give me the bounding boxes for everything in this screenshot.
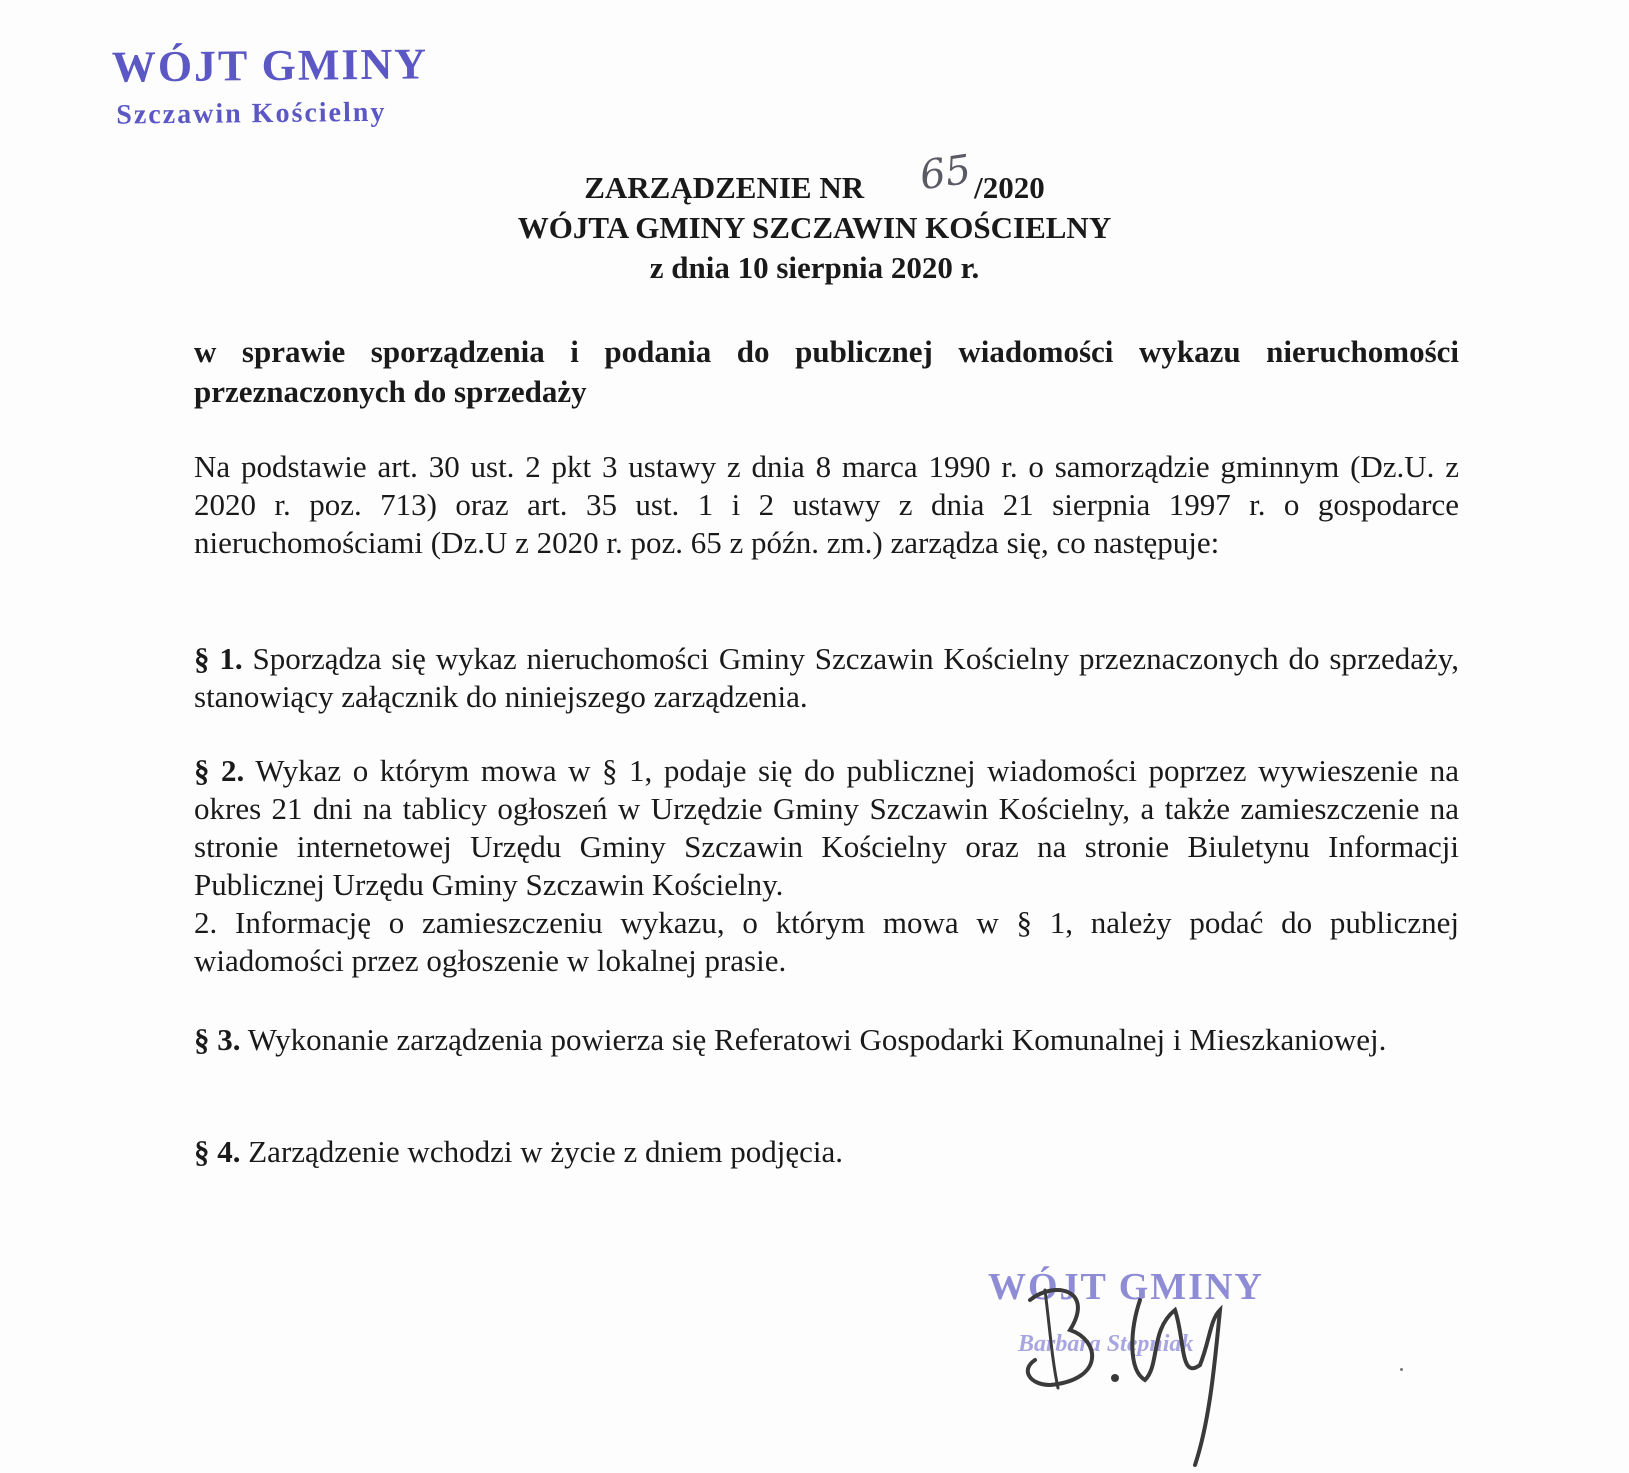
legal-basis-paragraph: Na podstawie art. 30 ust. 2 pkt 3 ustawy z dnia 8 marca 1990 r. o samorządzie gminnym (Dz.U. z 2020 r. poz. 713) oraz art. 35 ust. 1 i 2 ustawy z dnia 21 sierpnia 1997 r. o gospodarce nieruchomościami (Dz.U z 2020 r. poz. 65 z późn. zm.) zarządza się, co następuje: (194, 449, 1459, 560)
paragraph-text: Zarządzenie wchodzi w życie z dniem podjęcia. (248, 1134, 843, 1169)
paragraph-number: § 2. (194, 753, 245, 788)
office-stamp (112, 38, 429, 133)
subject-heading: w sprawie sporządzenia i podania do publicznej wiadomości wykazu nieruchomości przeznaczonych do sprzedaży (194, 334, 1459, 409)
paragraph-text: Wykaz o którym mowa w § 1, podaje się do publicznej wiadomości poprzez wywieszenie na okres 21 dni na tablicy ogłoszeń w Urzędzie Gminy Szczawin Kościelny, a także zamieszczenie na stronie internetowej Urzędu Gminy Szczawin Kościelny oraz na stronie Biuletynu Informacji Publicznej Urzędu Gminy Szczawin Kościelny. (194, 753, 1459, 902)
ordinance-number-line (0, 168, 1629, 208)
paragraph-number: § 4. (194, 1134, 241, 1169)
stamp-municipality: Szczawin Kościelny (116, 96, 387, 131)
handwritten-signature (1010, 1270, 1240, 1470)
paragraph-number: § 3. (194, 1022, 241, 1057)
date-line: z dnia 10 sierpnia 2020 r. (649, 250, 980, 285)
paragraph-subpoint: 2. Informację o zamieszczeniu wykazu, o którym mowa w § 1, należy podać do publicznej wiadomości przez ogłoszenie w lokalnej prasie. (194, 905, 1459, 978)
issuer-line: WÓJTA GMINY SZCZAWIN KOŚCIELNY (517, 210, 1112, 245)
paragraph-2 (194, 752, 1459, 980)
ordinance-year: /2020 (974, 170, 1045, 205)
scan-speck (1400, 1368, 1403, 1371)
stamp-title: WÓJT GMINY (111, 39, 429, 92)
signature-stamp-title: WÓJT GMINY (988, 1266, 1264, 1308)
paragraph-3 (194, 1021, 1459, 1059)
signature-stamp-name: Barbara Stępniak (1018, 1331, 1194, 1357)
ordinance-label: ZARZĄDZENIE NR (584, 170, 865, 205)
paragraph-text: Wykonanie zarządzenia powierza się Referatowi Gospodarki Komunalnej i Mieszkaniowej. (247, 1022, 1387, 1057)
handwritten-number: 65 (917, 146, 974, 200)
paragraph-1 (194, 640, 1459, 716)
paragraph-4 (194, 1133, 1459, 1171)
paragraph-number: § 1. (194, 641, 243, 676)
document-header (0, 168, 1629, 288)
paragraph-text: Sporządza się wykaz nieruchomości Gminy Szczawin Kościelny przeznaczonych do sprzedaży, stanowiący załącznik do niniejszego zarządzenia. (194, 641, 1459, 714)
